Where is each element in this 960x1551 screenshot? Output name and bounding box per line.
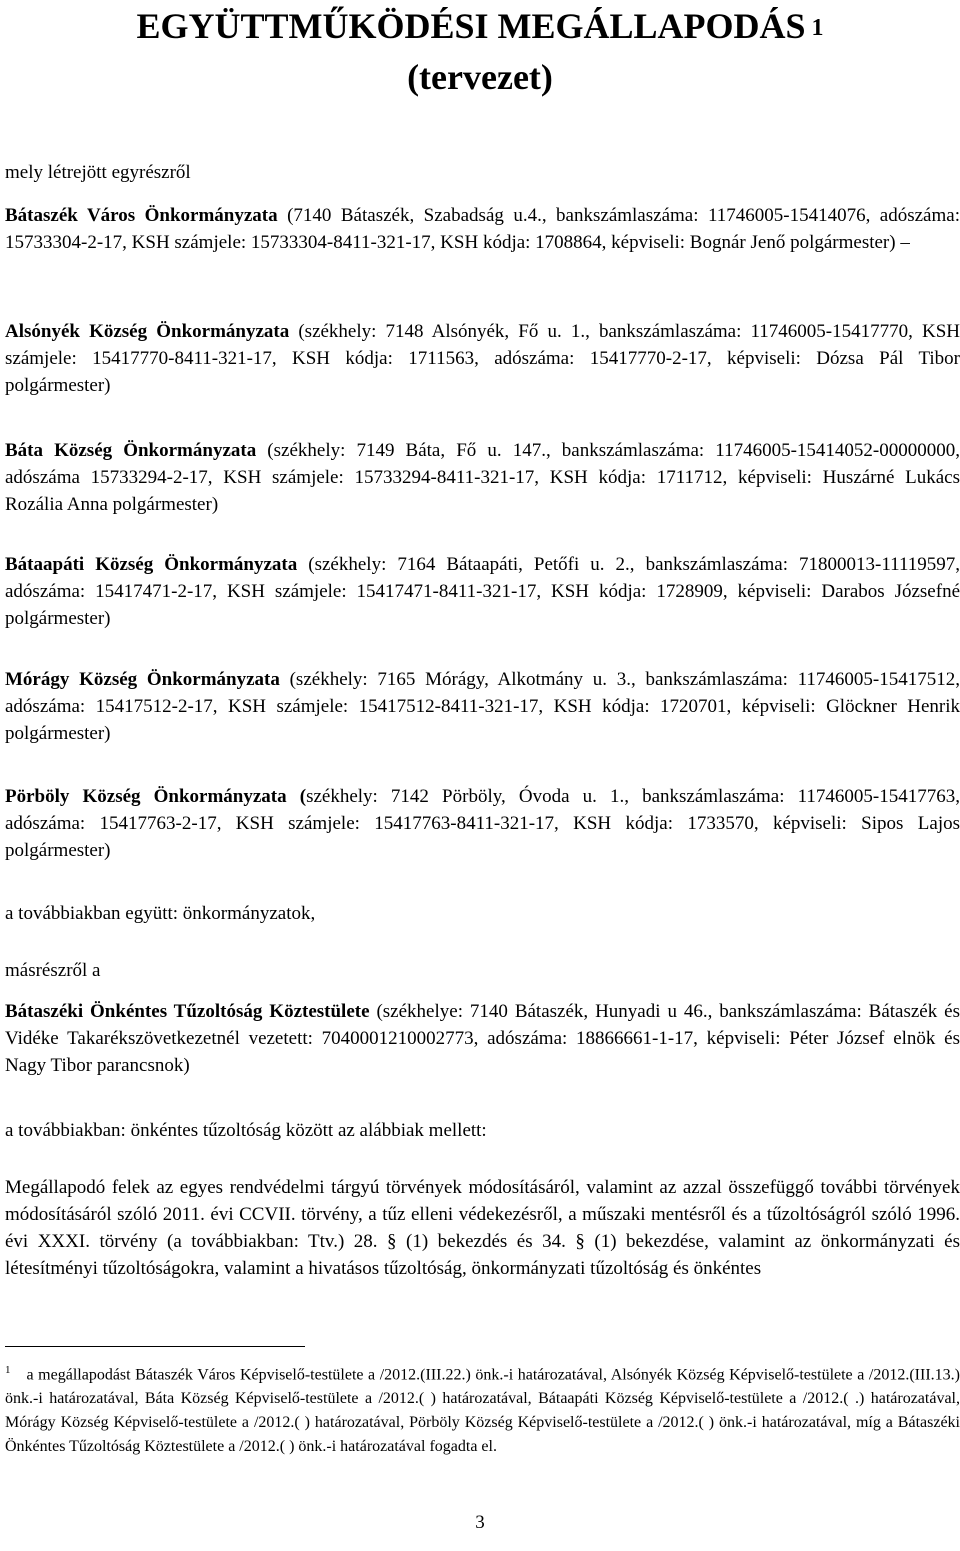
party-bataapati [5, 551, 960, 632]
party-details: (székhely: 7149 Báta, Fő u. 147., bankszámlaszáma: 11746005-15414052-00000000, adószáma 15733294-2-17, KSH számjele: 15733294-8411-321-17, KSH kódja: 1711712, képviseli: Huszárné Lukács Rozália Anna polgármester) [5, 440, 960, 515]
party-details: (7140 Bátaszék, Szabadság u.4., bankszámlaszáma: 11746005-15414076, adószáma: 15733304-2-17, KSH számjele: 15733304-8411-321-17, KSH kódja: 1708864, képviseli: Bognár Jenő polgármester) – [5, 205, 960, 253]
footnote [5, 1358, 960, 1459]
footnote-text: a megállapodást Bátaszék Város Képviselő-testülete a /2012.(III.22.) önk.-i határozatával, Alsónyék Község Képviselő-testülete a /2012.(III.13.) önk.-i határozatával, Báta Község Képviselő-testülete a /2012.( ) határozatával, Bátaapáti Község Képviselő-testülete a /2012.( .) határozatával, Mórágy Község Képviselő-testülete a /2012.( ) határozatával, Pörböly Község Képviselő-testülete a /2012.( ) önk.-i határozatával, míg a Bátaszéki Önkéntes Tűzoltóság Köztestülete a /2012.( ) önk.-i határozatával fogadta el. [5, 1366, 960, 1456]
party-details: (székhely: 7164 Bátaapáti, Petőfi u. 2., bankszámlaszáma: 71800013-11119597, adószáma: 15417471-2-17, KSH számjele: 15417471-8411-321-17, KSH kódja: 1728909, képviseli: Darabos Józsefné polgármester) [5, 554, 960, 629]
party-porboly [5, 783, 960, 864]
other-side-text: másrészről a [5, 960, 101, 981]
intro-text: mely létrejött egyrészről [5, 162, 191, 183]
party-name: Bátaapáti Község Önkormányzata [5, 554, 298, 575]
together-text: a továbbiakban együtt: önkormányzatok, [5, 903, 316, 924]
fire-department-details: (székhelye: 7140 Bátaszék, Hunyadi u 46., bankszámlaszáma: Bátaszék és Vidéke Takarékszövetkezetnél vezetett: 7040001210002773, adószáma: 18866661-1-17, képviseli: Péter József elnök és Nagy Tibor parancsnok) [5, 1001, 960, 1076]
title-text: EGYÜTTMŰKÖDÉSI MEGÁLLAPODÁS [136, 6, 806, 46]
footnote-divider [5, 1346, 305, 1347]
fire-department-name: Bátaszéki Önkéntes Tűzoltóság Köztestülete [5, 1001, 370, 1022]
party-name: Alsónyék Község Önkormányzata [5, 321, 290, 342]
party-name: Bátaszék Város Önkormányzata [5, 205, 278, 226]
document-subtitle: (tervezet) [407, 57, 553, 97]
page-number: 3 [475, 1512, 485, 1533]
body-paragraph: Megállapodó felek az egyes rendvédelmi tárgyú törvények módosításáról, valamint az azzal összefüggő további törvények módosításáról szóló 2011. évi CCVII. törvény, a tűz elleni védekezésről, a műszaki mentésről és a tűzoltóságról szóló 1996. évi XXXI. törvény (a továbbiakban: Ttv.) 28. § (1) bekezdés és 34. § (1) bekezdése, valamint az önkormányzati és létesítményi tűzoltóságokra, valamint a hivatásos tűzoltóság, önkormányzati tűzoltóság és önkéntes [5, 1177, 960, 1279]
footnote-number: 1 [5, 1364, 11, 1376]
party-name: Báta Község Önkormányzata [5, 440, 257, 461]
party-moragy [5, 666, 960, 747]
party-name: Mórágy Község Önkormányzata [5, 669, 280, 690]
party-alsonyek [5, 318, 960, 399]
together-fire-text: a továbbiakban: önkéntes tűzoltóság között az alábbiak mellett: [5, 1120, 487, 1141]
party-details: (székhely: 7148 Alsónyék, Fő u. 1., bankszámlaszáma: 11746005-15417770, KSH számjele: 15417770-8411-321-17, KSH kódja: 1711563, adószáma: 15417770-2-17, képviseli: Dózsa Pál Tibor polgármester) [5, 321, 960, 396]
fire-department-party [5, 998, 960, 1079]
title-footnote-ref: 1 [811, 15, 824, 41]
party-details: (székhely: 7165 Mórágy, Alkotmány u. 3., bankszámlaszáma: 11746005-15417512, adószáma: 15417512-2-17, KSH számjele: 15417512-8411-321-17, KSH kódja: 1720701, képviseli: Glöckner Henrik polgármester) [5, 669, 960, 744]
party-name: Pörböly Község Önkormányzata ( [5, 786, 307, 807]
document-title [0, 6, 960, 46]
party-details: székhely: 7142 Pörböly, Óvoda u. 1., bankszámlaszáma: 11746005-15417763, adószáma: 15417763-2-17, KSH számjele: 15417763-8411-321-17, KSH kódja: 1733570, képviseli: Sipos Lajos polgármester) [5, 786, 960, 861]
party-bata [5, 437, 960, 518]
party-batasz [5, 202, 960, 256]
